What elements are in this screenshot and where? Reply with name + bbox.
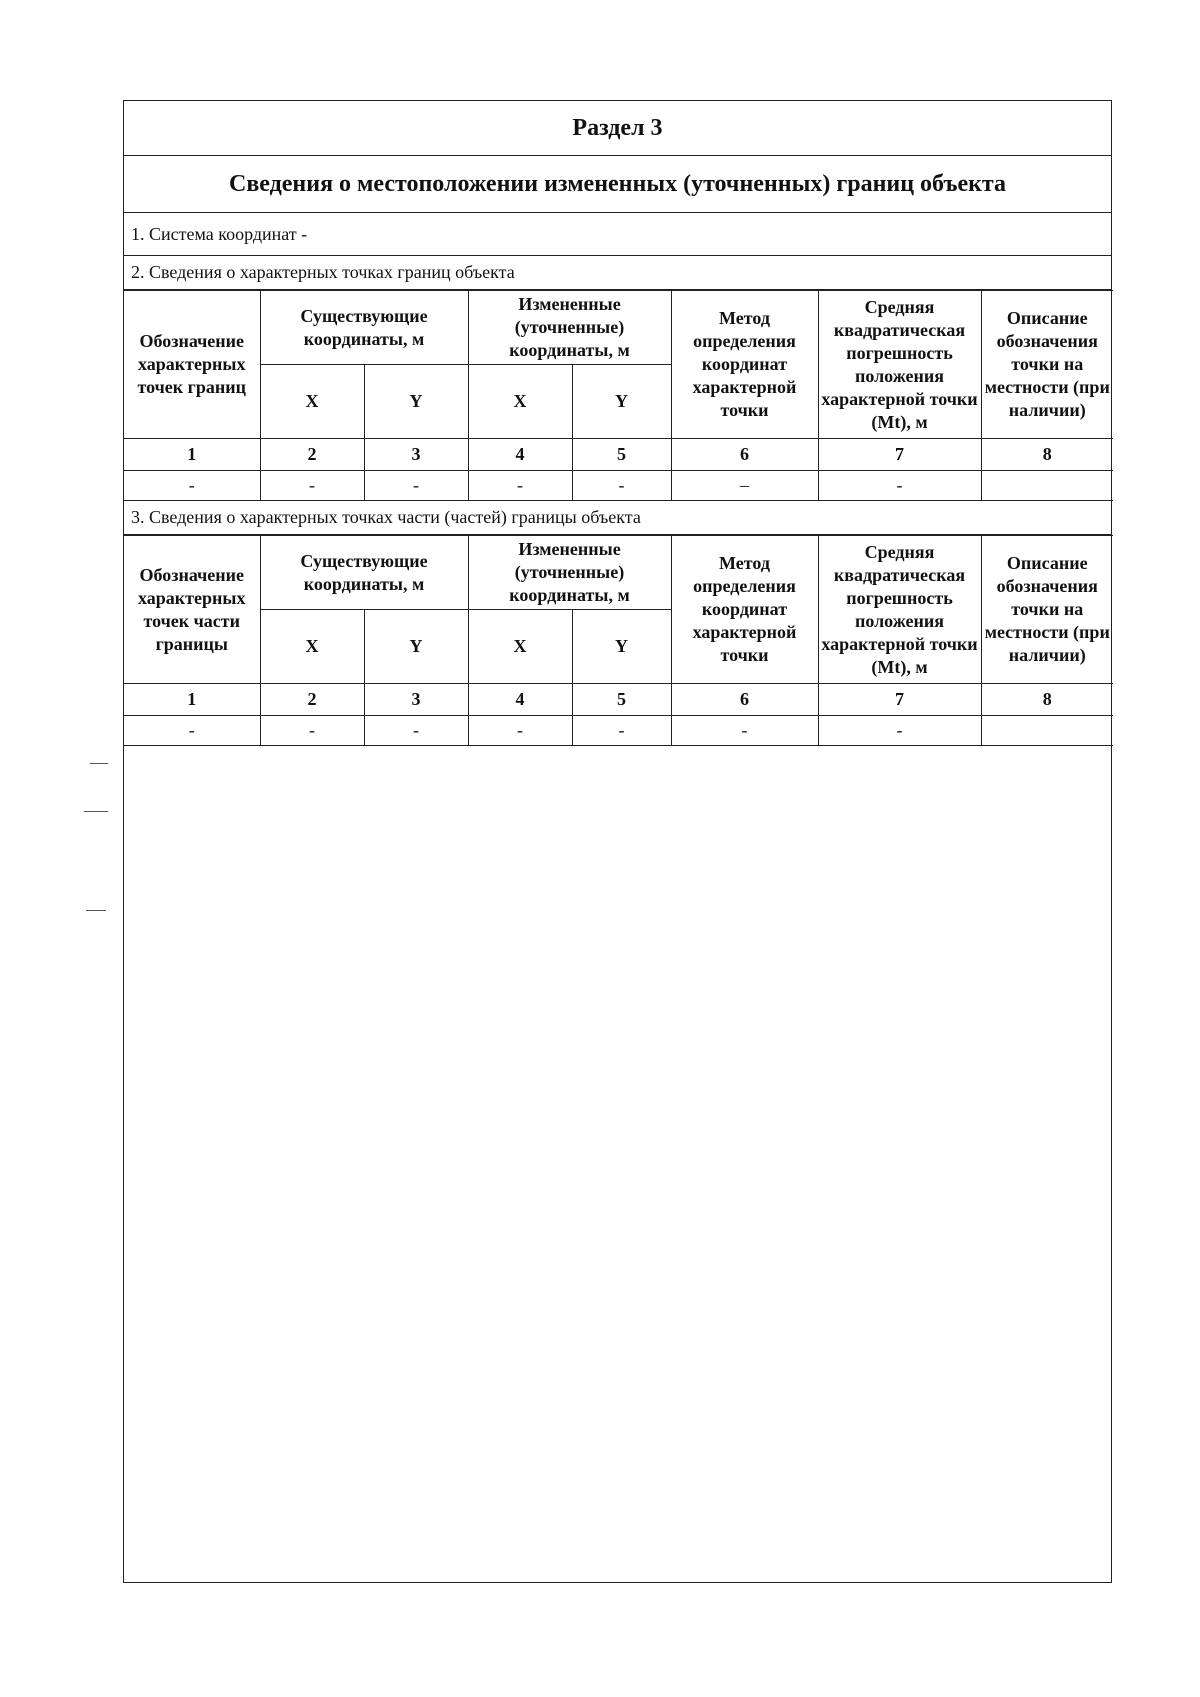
column-number: 6	[671, 684, 818, 716]
block2-table	[124, 290, 1113, 501]
header-changed-x: X	[468, 610, 572, 684]
column-number: 4	[468, 684, 572, 716]
table-cell: -	[260, 716, 364, 746]
table-cell: -	[671, 716, 818, 746]
table-cell: -	[572, 471, 671, 501]
table-cell: -	[572, 716, 671, 746]
scan-mark	[86, 910, 106, 911]
header-existing-coordinates: Существующие координаты, м	[260, 291, 468, 365]
table-cell: -	[818, 716, 981, 746]
table-cell: -	[364, 716, 468, 746]
header-mean-error: Средняя квадратическая погрешность положения характерной точки (Mt), м	[818, 536, 981, 684]
column-number: 7	[818, 684, 981, 716]
header-existing-y: Y	[364, 610, 468, 684]
column-number: 4	[468, 439, 572, 471]
header-description: Описание обозначения точки на местности (при наличии)	[981, 536, 1113, 684]
table-cell	[981, 471, 1113, 501]
column-number: 8	[981, 439, 1113, 471]
column-number: 5	[572, 684, 671, 716]
column-number: 2	[260, 684, 364, 716]
header-existing-x: X	[260, 365, 364, 439]
header-changed-y: Y	[572, 610, 671, 684]
section-title: Раздел 3	[124, 101, 1111, 156]
column-number: 8	[981, 684, 1113, 716]
column-number: 3	[364, 684, 468, 716]
block3-table	[124, 535, 1113, 746]
table-cell: -	[124, 716, 260, 746]
header-point-designation: Обозначение характерных точек части границы	[124, 536, 260, 684]
header-description: Описание обозначения точки на местности (при наличии)	[981, 291, 1113, 439]
column-number: 1	[124, 439, 260, 471]
header-changed-coordinates: Измененные (уточненные) координаты, м	[468, 536, 671, 610]
section-subtitle: Сведения о местоположении измененных (уточненных) границ объекта	[124, 156, 1111, 213]
column-number: 1	[124, 684, 260, 716]
header-changed-x: X	[468, 365, 572, 439]
column-number: 2	[260, 439, 364, 471]
header-changed-y: Y	[572, 365, 671, 439]
column-number: 7	[818, 439, 981, 471]
table-cell: -	[124, 471, 260, 501]
header-existing-x: X	[260, 610, 364, 684]
document-frame	[123, 100, 1112, 1583]
table-cell: -	[468, 716, 572, 746]
coordinate-system-line: 1. Система координат -	[124, 213, 1111, 256]
table-cell: –	[671, 471, 818, 501]
header-point-designation: Обозначение характерных точек границ	[124, 291, 260, 439]
header-changed-coordinates: Измененные (уточненные) координаты, м	[468, 291, 671, 365]
table-cell	[981, 716, 1113, 746]
header-existing-coordinates: Существующие координаты, м	[260, 536, 468, 610]
scan-mark	[84, 811, 108, 812]
header-existing-y: Y	[364, 365, 468, 439]
table-cell: -	[818, 471, 981, 501]
column-number: 6	[671, 439, 818, 471]
block3-caption: 3. Сведения о характерных точках части (частей) границы объекта	[124, 501, 1111, 535]
header-mean-error: Средняя квадратическая погрешность положения характерной точки (Mt), м	[818, 291, 981, 439]
header-method: Метод определения координат характерной точки	[671, 536, 818, 684]
block2-caption: 2. Сведения о характерных точках границ объекта	[124, 256, 1111, 290]
scan-mark	[90, 763, 108, 764]
column-number: 3	[364, 439, 468, 471]
table-cell: -	[260, 471, 364, 501]
table-cell: -	[468, 471, 572, 501]
column-number: 5	[572, 439, 671, 471]
table-cell: -	[364, 471, 468, 501]
header-method: Метод определения координат характерной точки	[671, 291, 818, 439]
